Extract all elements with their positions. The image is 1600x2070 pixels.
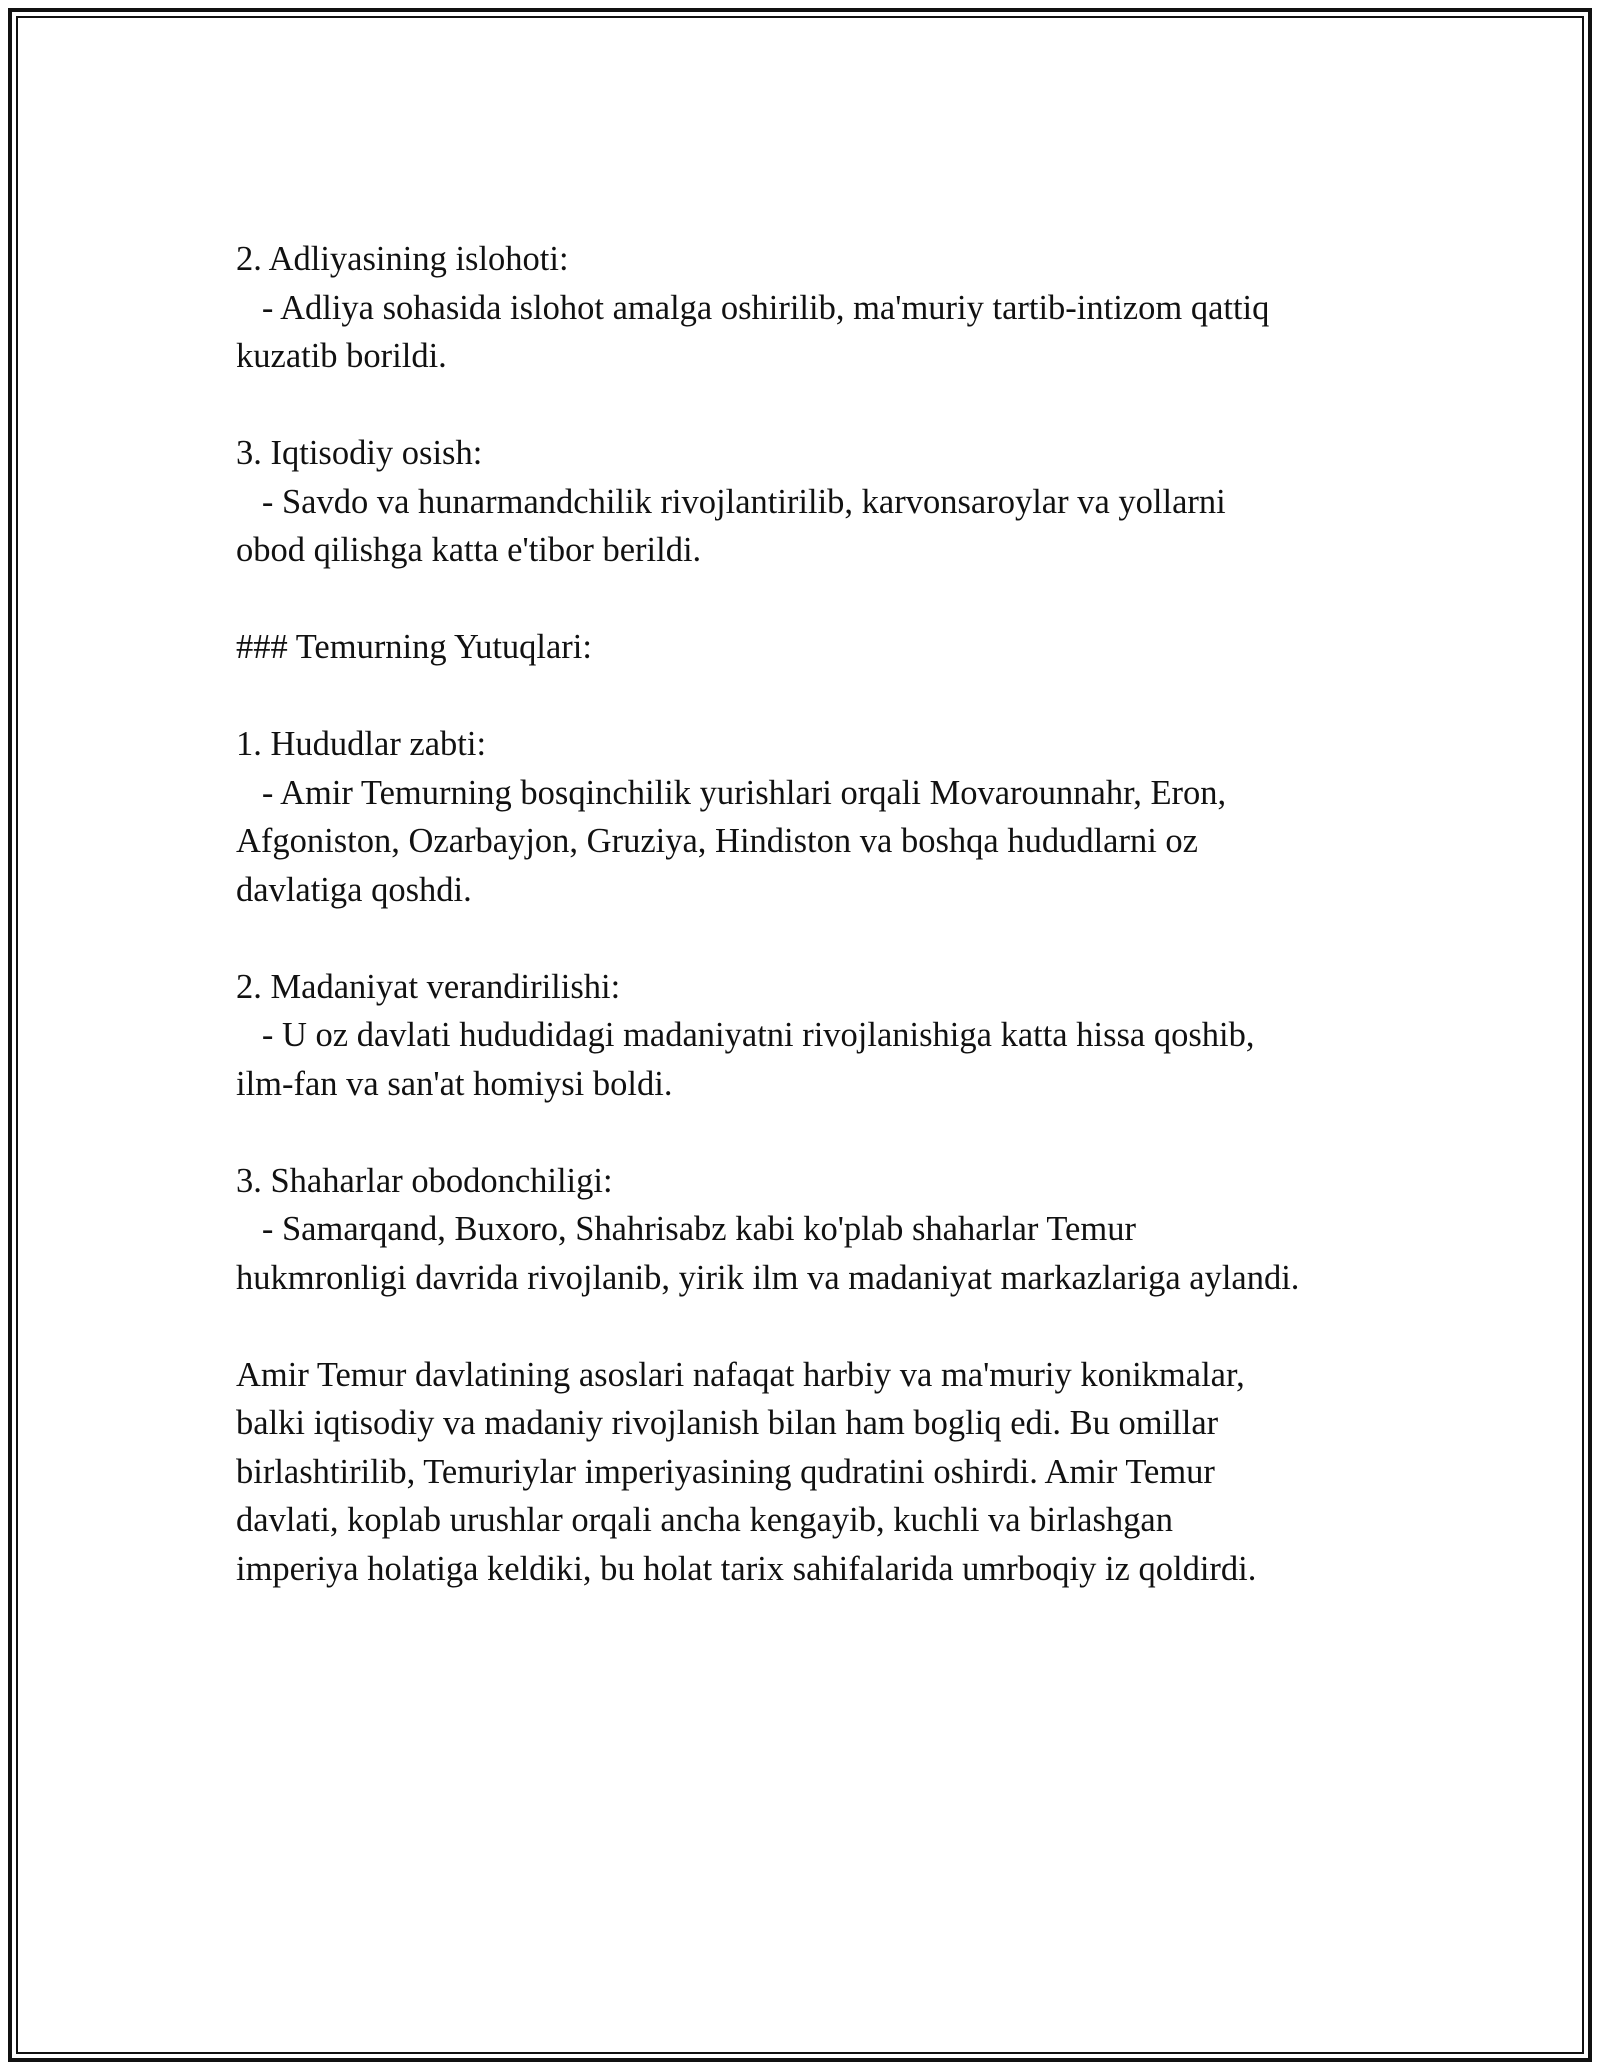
paragraph-line: - U oz davlati hududidagi madaniyatni rivojlanishiga katta hissa qoshib, bbox=[236, 1016, 1255, 1054]
paragraph-line: davlatiga qoshdi. bbox=[236, 870, 472, 909]
section-madaniyat bbox=[236, 963, 1386, 1109]
conclusion-paragraph bbox=[236, 1351, 1386, 1594]
section-heading: 3. Iqtisodiy osish: bbox=[236, 434, 483, 472]
paragraph-line: hukmronligi davrida rivojlanib, yirik ilm va madaniyat markazlariga aylandi. bbox=[236, 1258, 1300, 1297]
paragraph-line: ilm-fan va san'at homiysi boldi. bbox=[236, 1064, 673, 1103]
paragraph-line: obod qilishga katta e'tibor berildi. bbox=[236, 531, 702, 569]
paragraph-line: - Amir Temurning bosqinchilik yurishlari orqali Movarounnahr, Eron, bbox=[236, 773, 1227, 812]
section-heading: 2. Adliyasining islohoti: bbox=[236, 240, 569, 278]
paragraph-line: - Samarqand, Buxoro, Shahrisabz kabi ko'plab shaharlar Temur bbox=[236, 1210, 1136, 1248]
blank-line bbox=[236, 1302, 1386, 1351]
blank-line bbox=[236, 1108, 1386, 1157]
section-adliya bbox=[236, 235, 1386, 381]
paragraph-line: balki iqtisodiy va madaniy rivojlanish bilan ham bogliq edi. Bu omillar bbox=[236, 1404, 1219, 1442]
paragraph-line: - Adliya sohasida islohot amalga oshirilib, ma'muriy tartib-intizom qattiq bbox=[236, 288, 1270, 327]
blank-line bbox=[236, 914, 1386, 963]
paragraph-line: Afgoniston, Ozarbayjon, Gruziya, Hindiston va boshqa hududlarni oz bbox=[236, 822, 1198, 860]
section-heading: 3. Shaharlar obodonchiligi: bbox=[236, 1161, 613, 1200]
paragraph-line: kuzatib borildi. bbox=[236, 337, 447, 375]
paragraph-line: imperiya holatiga keldiki, bu holat tarix sahifalarida umrboqiy iz qoldirdi. bbox=[236, 1549, 1257, 1588]
section-yutuqlar-heading bbox=[236, 623, 1386, 672]
paragraph-line: Amir Temur davlatining asoslari nafaqat harbiy va ma'muriy konikmalar, bbox=[236, 1355, 1245, 1394]
blank-line bbox=[236, 575, 1386, 624]
section-shaharlar bbox=[236, 1157, 1386, 1303]
blank-line bbox=[236, 672, 1386, 721]
paragraph-line: birlashtirilib, Temuriylar imperiyasining qudratini oshirdi. Amir Temur bbox=[236, 1452, 1215, 1491]
section-heading: 2. Madaniyat verandirilishi: bbox=[236, 967, 621, 1006]
paragraph-line: - Savdo va hunarmandchilik rivojlantirilib, karvonsaroylar va yollarni bbox=[236, 482, 1226, 521]
paragraph-line: davlati, koplab urushlar orqali ancha kengayib, kuchli va birlashgan bbox=[236, 1501, 1173, 1539]
section-iqtisodiy bbox=[236, 429, 1386, 575]
markdown-heading: ### Temurning Yutuqlari: bbox=[236, 628, 592, 666]
section-hududlar bbox=[236, 720, 1386, 914]
section-heading: 1. Hududlar zabti: bbox=[236, 725, 487, 763]
document-body bbox=[236, 235, 1386, 1593]
blank-line bbox=[236, 381, 1386, 430]
